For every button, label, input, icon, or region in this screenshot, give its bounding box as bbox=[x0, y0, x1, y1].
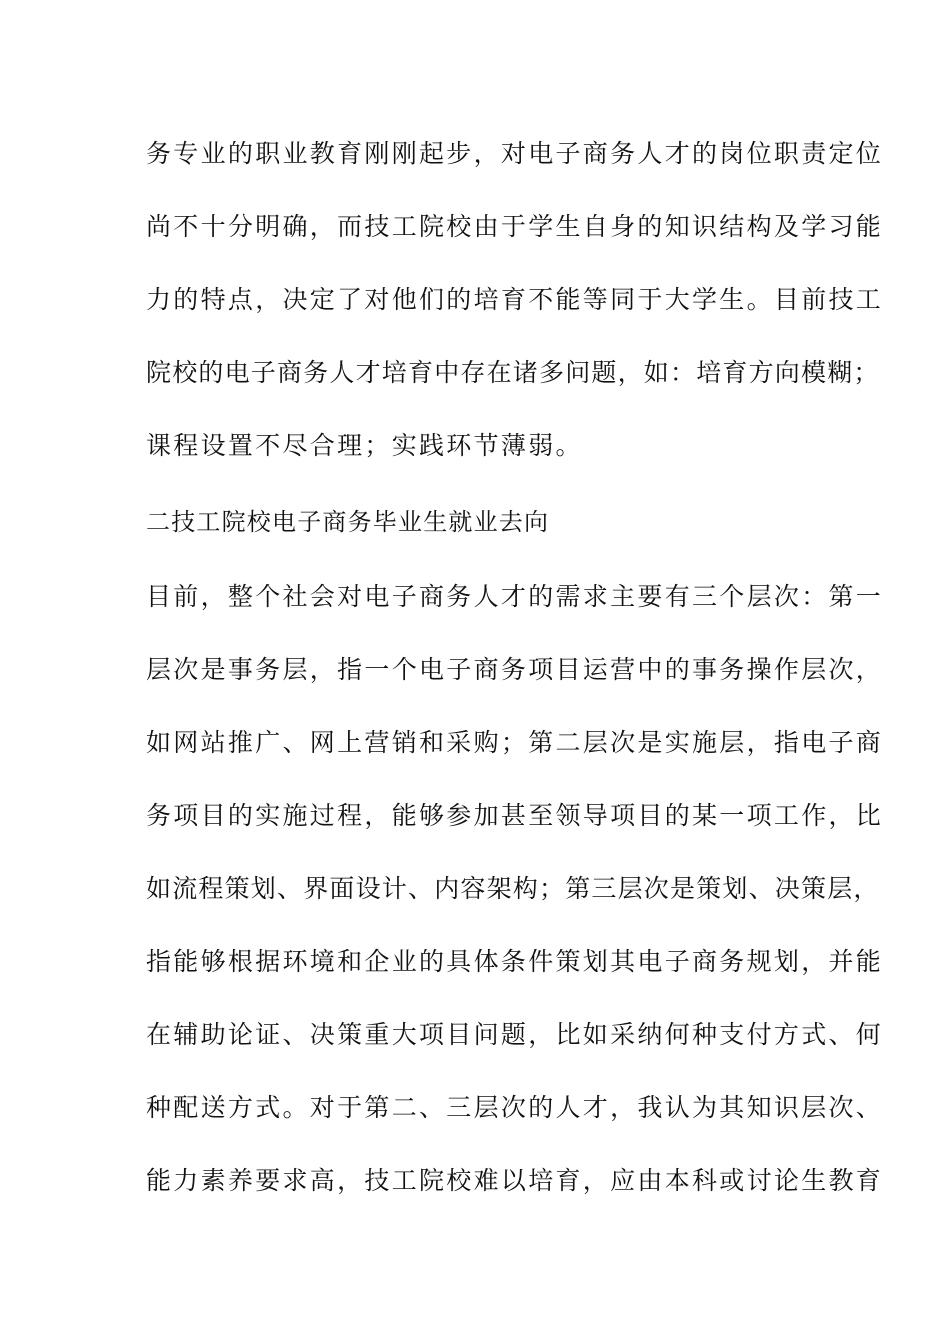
paragraph-line: 目前，整个社会对电子商务人才的需求主要有三个层次：第一 bbox=[146, 582, 884, 611]
paragraph-line: 课程设置不尽合理；实践环节薄弱。 bbox=[146, 431, 583, 460]
paragraph-line: 层次是事务层，指一个电子商务项目运营中的事务操作层次， bbox=[146, 655, 884, 684]
section-heading: 二技工院校电子商务毕业生就业去向 bbox=[146, 508, 550, 536]
paragraph-line: 种配送方式。对于第二、三层次的人才，我认为其知识层次、 bbox=[146, 1093, 884, 1122]
paragraph-line: 尚不十分明确，而技工院校由于学生自身的知识结构及学习能 bbox=[146, 212, 884, 241]
paragraph-line: 力的特点，决定了对他们的培育不能等同于大学生。目前技工 bbox=[146, 285, 884, 314]
paragraph-line: 务项目的实施过程，能够参加甚至领导项目的某一项工作，比 bbox=[146, 801, 884, 830]
paragraph-line: 能力素养要求高，技工院校难以培育，应由本科或讨论生教育 bbox=[146, 1166, 884, 1195]
paragraph-line: 如网站推广、网上营销和采购；第二层次是实施层，指电子商 bbox=[146, 728, 884, 757]
paragraph-line: 务专业的职业教育刚刚起步，对电子商务人才的岗位职责定位 bbox=[146, 139, 884, 168]
paragraph-line: 指能够根据环境和企业的具体条件策划其电子商务规划，并能 bbox=[146, 947, 884, 976]
paragraph-line: 如流程策划、界面设计、内容架构；第三层次是策划、决策层， bbox=[146, 874, 880, 903]
paragraph-line: 院校的电子商务人才培育中存在诸多问题，如：培育方向模糊； bbox=[146, 358, 880, 387]
paragraph-line: 在辅助论证、决策重大项目问题，比如采纳何种支付方式、何 bbox=[146, 1020, 884, 1049]
